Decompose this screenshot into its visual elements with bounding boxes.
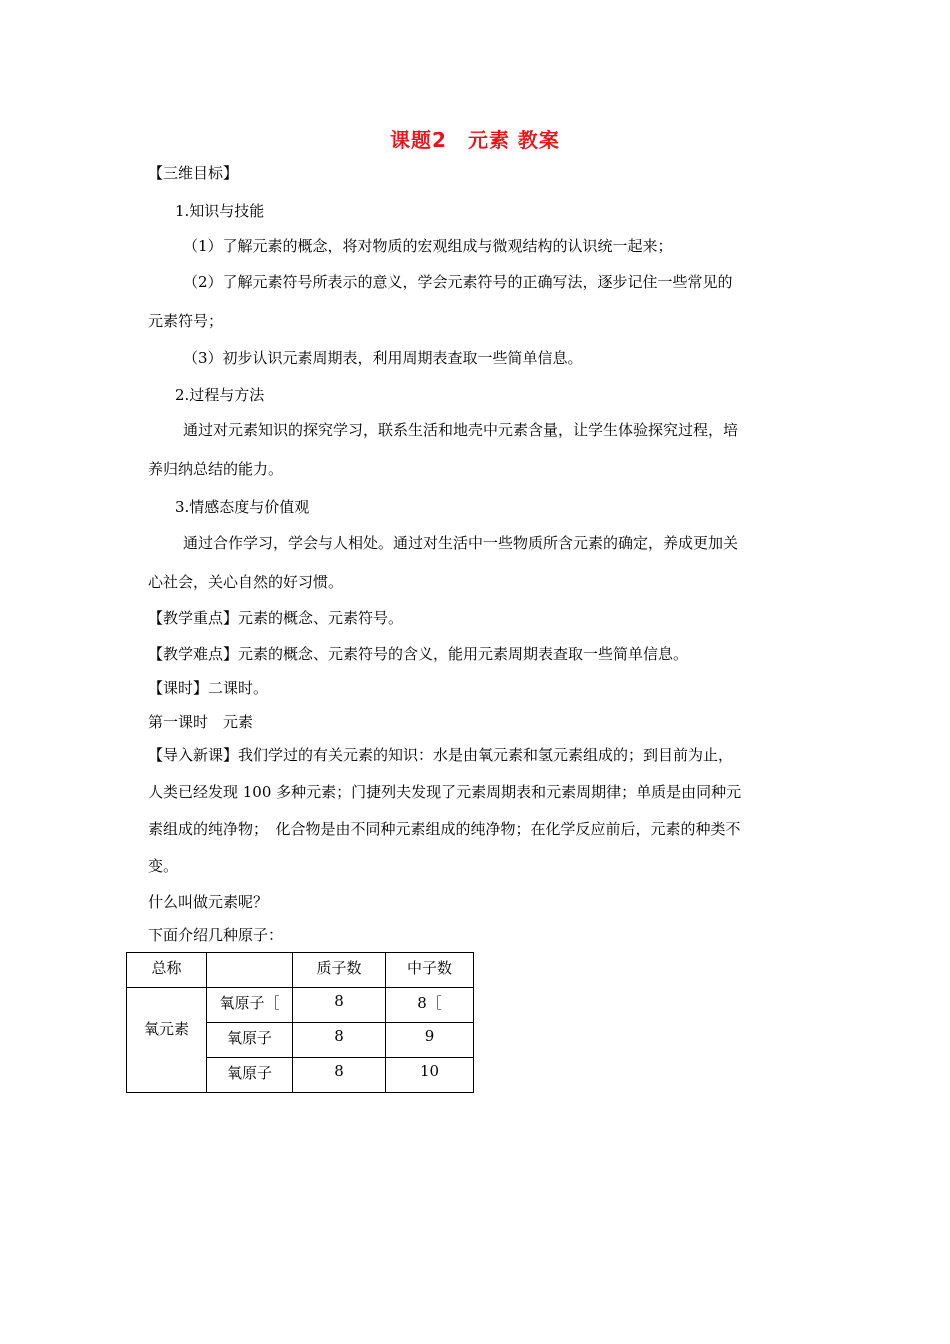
atoms-table (126, 952, 474, 1093)
neutrons-cell: 8［ (386, 988, 474, 1023)
knowledge-item-2: （2）了解元素符号所表示的意义，学会元素符号的正确写法，逐步记住一些常见的 (183, 273, 733, 291)
intro-line-2: 人类已经发现 100 多种元素；门捷列夫发现了元素周期表和元素周期律；单质是由同种元 (148, 783, 742, 801)
process-paragraph-cont: 养归纳总结的能力。 (148, 460, 284, 478)
intro-line-4: 变。 (148, 857, 179, 875)
knowledge-heading: 1.知识与技能 (175, 202, 265, 220)
neutrons-cell: 10 (386, 1058, 474, 1093)
neutrons-cell: 9 (386, 1023, 474, 1058)
process-paragraph: 通过对元素知识的探究学习，联系生活和地壳中元素含量，让学生体验探究过程，培 (183, 421, 739, 439)
group-cell: 氧元素 (127, 988, 207, 1093)
attitude-paragraph-cont: 心社会，关心自然的好习惯。 (148, 573, 344, 591)
document-title: 课题2 元素 教案 (390, 128, 560, 152)
header-cell: 中子数 (386, 953, 474, 988)
protons-cell: 8 (293, 1023, 386, 1058)
knowledge-item-1: （1）了解元素的概念，将对物质的宏观组成与微观结构的认识统一起来； (183, 237, 673, 255)
key-point: 【教学重点】元素的概念、元素符号。 (148, 609, 404, 627)
protons-cell: 8 (293, 1058, 386, 1093)
knowledge-item-3: （3）初步认识元素周期表，利用周期表查取一些简单信息。 (183, 349, 583, 367)
header-cell (207, 953, 293, 988)
table-row (127, 988, 474, 1023)
atom-name-cell: 氧原子［ (207, 988, 293, 1023)
lesson-heading: 第一课时 元素 (148, 713, 254, 731)
question: 什么叫做元素呢？ (148, 893, 269, 911)
knowledge-item-2-cont: 元素符号； (148, 312, 224, 330)
attitude-heading: 3.情感态度与价值观 (175, 498, 310, 516)
goals-heading: 【三维目标】 (148, 164, 239, 182)
atom-name-cell: 氧原子 (207, 1058, 293, 1093)
intro-line-1: 【导入新课】我们学过的有关元素的知识：水是由氧元素和氢元素组成的；到目前为止， (148, 746, 734, 764)
difficulty: 【教学难点】元素的概念、元素符号的含义，能用元素周期表查取一些简单信息。 (148, 645, 689, 663)
header-cell: 质子数 (293, 953, 386, 988)
table-intro: 下面介绍几种原子： (148, 926, 284, 944)
table-header-row (127, 953, 474, 988)
periods: 【课时】二课时。 (148, 679, 269, 697)
header-cell: 总称 (127, 953, 207, 988)
process-heading: 2.过程与方法 (175, 386, 265, 404)
atom-name-cell: 氧原子 (207, 1023, 293, 1058)
attitude-paragraph: 通过合作学习，学会与人相处。通过对生活中一些物质所含元素的确定，养成更加关 (183, 534, 739, 552)
intro-line-3: 素组成的纯净物； 化合物是由不同种元素组成的纯净物；在化学反应前后，元素的种类不 (148, 820, 741, 838)
protons-cell: 8 (293, 988, 386, 1023)
